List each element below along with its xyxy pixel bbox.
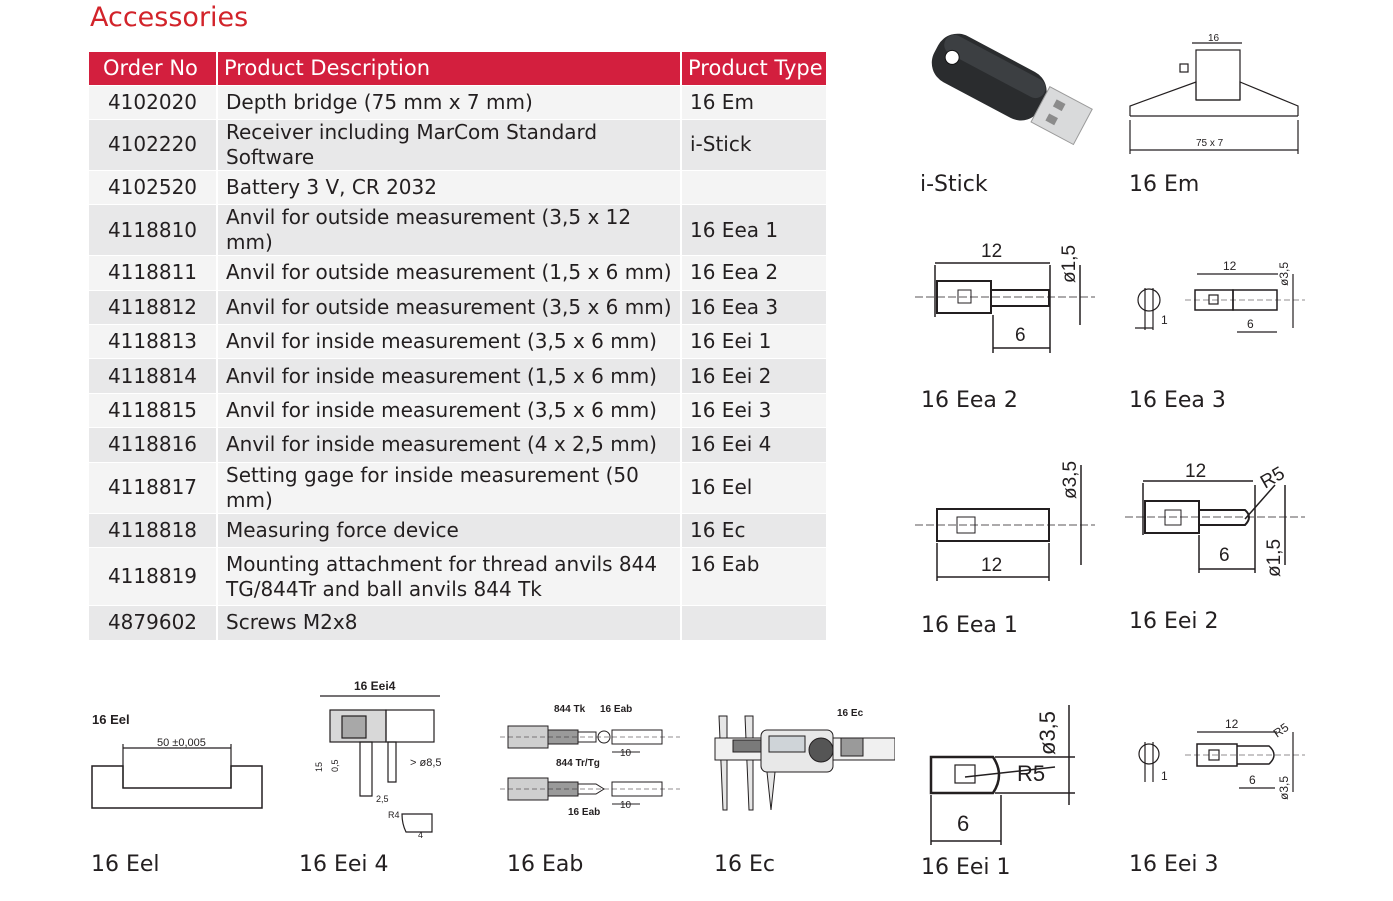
order-no: 4118818: [89, 513, 217, 547]
eea3-dim-1: 1: [1161, 313, 1168, 327]
eei1-dim-dia: ø3,5: [1035, 710, 1060, 755]
eei4-dim-05: 0,5: [330, 759, 340, 772]
ec-caption: 16 Ec: [714, 852, 775, 877]
product-type: 16 Eab: [681, 548, 827, 606]
eei4-dim-dia: > ø8,5: [410, 757, 442, 769]
product-description: Anvil for outside measurement (3,5 x 6 mm): [217, 290, 681, 324]
order-no: 4118810: [89, 205, 217, 256]
product-description: Anvil for inside measurement (4 x 2,5 mm): [217, 428, 681, 462]
eei2-caption: 16 Eei 2: [1129, 609, 1219, 634]
eea2-dim-6: 6: [1015, 325, 1026, 346]
table-row: [89, 290, 827, 324]
eei1-dim-r: R5: [1017, 761, 1046, 786]
product-type: 16 Eei 2: [681, 359, 827, 393]
eab-caption: 16 Eab: [507, 852, 584, 877]
order-no: 4118815: [89, 393, 217, 427]
eea3-dim-dia: ø3,5: [1277, 261, 1291, 286]
eea1-dim-dia: ø3,5: [1060, 460, 1081, 499]
order-no: 4118817: [89, 462, 217, 513]
product-description: Anvil for inside measurement (3,5 x 6 mm): [217, 325, 681, 359]
order-no: 4118812: [89, 290, 217, 324]
header-order-no: Order No: [89, 52, 217, 85]
table-row: [89, 359, 827, 393]
table-row: [89, 606, 827, 640]
eab-drawing: [500, 700, 690, 825]
eei3-dim-r: R5: [1270, 720, 1292, 741]
eab-label-16eab-top: 16 Eab: [600, 704, 633, 715]
eel-caption: 16 Eel: [91, 852, 160, 877]
product-type: 16 Eei 1: [681, 325, 827, 359]
eea3-dim-6: 6: [1247, 317, 1254, 331]
ec-drawing: [705, 700, 895, 825]
order-no: 4118811: [89, 256, 217, 290]
eea2-caption: 16 Eea 2: [921, 388, 1018, 413]
order-no: 4118814: [89, 359, 217, 393]
product-description: Measuring force device: [217, 513, 681, 547]
em-drawing: [1120, 28, 1310, 158]
eei3-dim-1: 1: [1161, 769, 1168, 783]
eei4-dim-r4: R4: [388, 810, 400, 820]
eei4-dim-15: 15: [314, 761, 324, 772]
table-row: [89, 256, 827, 290]
table-row: [89, 85, 827, 119]
eei3-dim-dia: ø3,5: [1277, 775, 1291, 800]
table-row: [89, 170, 827, 204]
product-description: Anvil for outside measurement (3,5 x 12 mm): [217, 205, 681, 256]
eei1-dim-6: 6: [957, 811, 970, 836]
product-description: Setting gage for inside measurement (50 mm): [217, 462, 681, 513]
product-type: 16 Eea 2: [681, 256, 827, 290]
eei4-drawing: [300, 676, 460, 846]
eea1-drawing: [915, 455, 1100, 585]
product-type: 16 Eel: [681, 462, 827, 513]
product-description: Receiver including MarCom Standard Software: [217, 119, 681, 170]
eei3-dim-6: 6: [1249, 773, 1256, 787]
eab-label-844trtg: 844 Tr/Tg: [556, 758, 600, 769]
em-dim-top: 16: [1208, 33, 1220, 44]
order-no: 4102220: [89, 119, 217, 170]
eei3-caption: 16 Eei 3: [1129, 852, 1219, 877]
eei3-dim-12: 12: [1225, 717, 1239, 731]
eel-dim: 50 ±0,005: [157, 737, 206, 749]
istick-caption: i-Stick: [920, 172, 988, 197]
eei4-caption: 16 Eei 4: [299, 852, 389, 877]
eab-dim-10-top: 10: [620, 748, 632, 759]
product-type: [681, 606, 827, 640]
product-description: Mounting attachment for thread anvils 844 TG/844Tr and ball anvils 844 Tk: [217, 548, 681, 606]
eea3-drawing: [1125, 250, 1310, 340]
product-type: 16 Eea 3: [681, 290, 827, 324]
order-no: 4118813: [89, 325, 217, 359]
header-product-description: Product Description: [217, 52, 681, 85]
product-description: Depth bridge (75 mm x 7 mm): [217, 85, 681, 119]
table-row: [89, 513, 827, 547]
table-row: [89, 393, 827, 427]
product-description: Anvil for inside measurement (3,5 x 6 mm): [217, 393, 681, 427]
product-description: Anvil for inside measurement (1,5 x 6 mm): [217, 359, 681, 393]
order-no: 4102020: [89, 85, 217, 119]
eab-label-16eab-bottom: 16 Eab: [568, 807, 601, 818]
product-description: Battery 3 V, CR 2032: [217, 170, 681, 204]
eei4-dim-25: 2,5: [376, 794, 389, 804]
table-header: [89, 52, 827, 85]
eei4-label: 16 Eei4: [354, 679, 396, 693]
table-row: [89, 462, 827, 513]
page-title: Accessories: [90, 2, 249, 33]
eei2-dim-r: R5: [1257, 462, 1289, 494]
order-no: 4102520: [89, 170, 217, 204]
eei1-drawing: [915, 695, 1095, 850]
table-row: [89, 548, 827, 606]
eei2-dim-6: 6: [1219, 545, 1230, 566]
eea3-caption: 16 Eea 3: [1129, 388, 1226, 413]
table-row: [89, 119, 827, 170]
eel-label: 16 Eel: [92, 712, 130, 727]
eel-drawing: [85, 700, 275, 820]
product-type: 16 Eea 1: [681, 205, 827, 256]
table-row: [89, 325, 827, 359]
product-type: [681, 170, 827, 204]
em-dim-bottom: 75 x 7: [1196, 138, 1224, 149]
product-type: i-Stick: [681, 119, 827, 170]
em-caption: 16 Em: [1129, 172, 1200, 197]
eea3-dim-12: 12: [1223, 259, 1237, 273]
eei2-drawing: [1125, 455, 1310, 585]
eea1-caption: 16 Eea 1: [921, 613, 1018, 638]
product-description: Screws M2x8: [217, 606, 681, 640]
eea2-dim-dia: ø1,5: [1059, 244, 1080, 283]
eei1-caption: 16 Eei 1: [921, 855, 1011, 880]
eea1-dim-12: 12: [981, 555, 1003, 576]
order-no: 4118819: [89, 548, 217, 606]
product-type: 16 Em: [681, 85, 827, 119]
table-row: [89, 428, 827, 462]
eab-label-844tk: 844 Tk: [554, 704, 586, 715]
eei2-dim-12: 12: [1185, 461, 1207, 482]
eei4-dim-4: 4: [418, 830, 424, 840]
product-type: 16 Eei 4: [681, 428, 827, 462]
product-type: 16 Ec: [681, 513, 827, 547]
accessories-table: [89, 52, 828, 640]
table-row: [89, 205, 827, 256]
ec-label: 16 Ec: [837, 708, 864, 719]
order-no: 4118816: [89, 428, 217, 462]
product-description: Anvil for outside measurement (1,5 x 6 mm): [217, 256, 681, 290]
order-no: 4879602: [89, 606, 217, 640]
eab-dim-10-bottom: 10: [620, 800, 632, 811]
eea2-dim-12: 12: [981, 241, 1003, 262]
header-product-type: Product Type: [681, 52, 827, 85]
eei3-drawing: [1125, 712, 1310, 807]
eea2-drawing: [915, 235, 1100, 360]
product-type: 16 Eei 3: [681, 393, 827, 427]
eei2-dim-dia: ø1,5: [1264, 538, 1285, 577]
istick-image: [915, 20, 1100, 160]
